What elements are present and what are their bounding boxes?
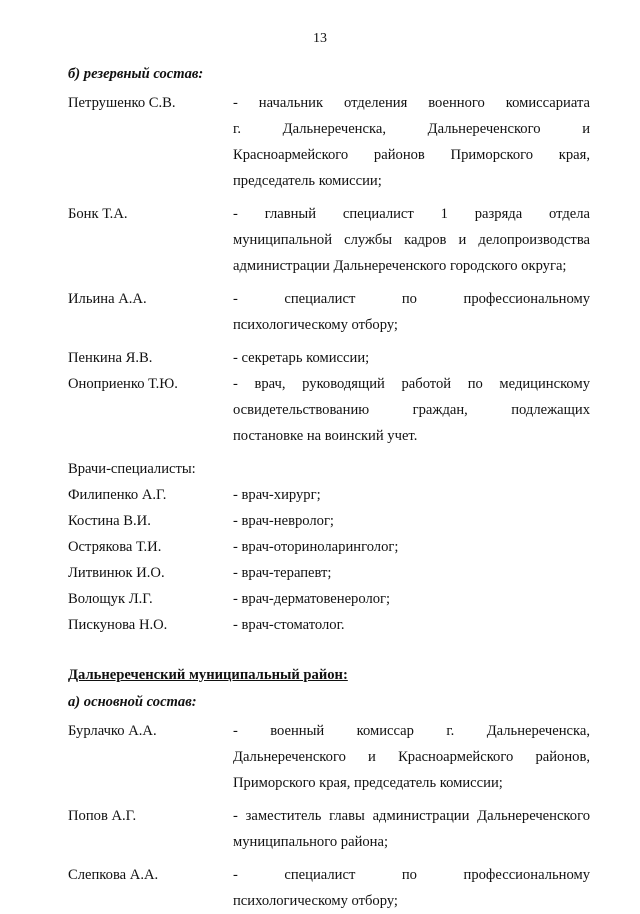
member-description [233,862,590,914]
member-row [68,862,590,914]
member-row [68,201,590,279]
doctor-row [68,560,590,586]
description-line: Дальнереченского и Красноармейского районов, [233,749,590,765]
doctor-row [68,586,590,612]
description-line: муниципального района; [233,834,389,850]
member-row [68,286,590,338]
main-composition-heading: а) основной состав: [68,694,197,710]
member-row [68,345,590,371]
description-line: - специалист по профессиональному [233,291,590,307]
member-name: Бурлачко А.А. [68,723,157,739]
description-line: - секретарь комиссии; [233,350,370,366]
doctor-name: Пискунова Н.О. [68,617,168,633]
description-line: муниципальной службы кадров и делопроизводства [233,232,590,248]
description-line: психологическому отбору; [233,893,398,909]
member-row [68,90,590,194]
doctor-role: - врач-хирург; [233,487,321,503]
member-description [233,803,590,855]
doctor-name: Филипенко А.Г. [68,487,167,503]
description-line: освидетельствованию граждан, подлежащих [233,402,590,418]
member-name: Попов А.Г. [68,808,137,824]
member-description [233,345,590,371]
doctor-role: - врач-оториноларинголог; [233,539,399,555]
description-line: - заместитель главы администрации Дальнереченского [233,808,590,824]
reserve-composition-heading: б) резервный состав: [68,66,204,82]
member-description [233,90,590,194]
member-description [233,371,590,449]
member-row [68,371,590,449]
description-line: психологическому отбору; [233,317,398,333]
description-line: Красноармейского районов Приморского края, [233,147,590,163]
doctor-name: Костина В.И. [68,513,151,529]
doctors-label: Врачи-специалисты: [68,461,196,477]
description-line: постановке на воинский учет. [233,428,418,444]
member-row [68,718,590,796]
document-content [68,63,590,914]
description-line: г. Дальнереченска, Дальнереченского и [233,121,590,137]
doctor-row [68,482,590,508]
member-description [233,201,590,279]
member-description [233,286,590,338]
description-line: - военный комиссар г. Дальнереченска, [233,723,590,739]
description-line: Приморского края, председатель комиссии; [233,775,503,791]
doctor-name: Острякова Т.И. [68,539,162,555]
doctor-name: Литвинюк И.О. [68,565,165,581]
member-name: Пенкина Я.В. [68,350,153,366]
member-description [233,718,590,796]
member-name: Ильина А.А. [68,291,147,307]
member-name: Петрушенко С.В. [68,95,176,111]
member-name: Слепкова А.А. [68,867,159,883]
member-name: Бонк Т.А. [68,206,128,222]
description-line: - начальник отделения военного комиссариата [233,95,590,111]
description-line: - специалист по профессиональному [233,867,590,883]
district-heading: Дальнереченский муниципальный район: [68,667,348,683]
member-row [68,803,590,855]
doctor-row [68,508,590,534]
description-line: - главный специалист 1 разряда отдела [233,206,590,222]
doctor-role: - врач-стоматолог. [233,617,345,633]
doctor-role: - врач-терапевт; [233,565,332,581]
doctor-role: - врач-невролог; [233,513,334,529]
description-line: председатель комиссии; [233,173,382,189]
doctor-row [68,612,590,638]
doctor-row [68,534,590,560]
doctor-role: - врач-дерматовенеролог; [233,591,391,607]
member-name: Оноприенко Т.Ю. [68,376,178,392]
page-number: 13 [313,31,327,46]
description-line: администрации Дальнереченского городского округа; [233,258,567,274]
description-line: - врач, руководящий работой по медицинскому [233,376,590,392]
doctor-name: Волощук Л.Г. [68,591,153,607]
